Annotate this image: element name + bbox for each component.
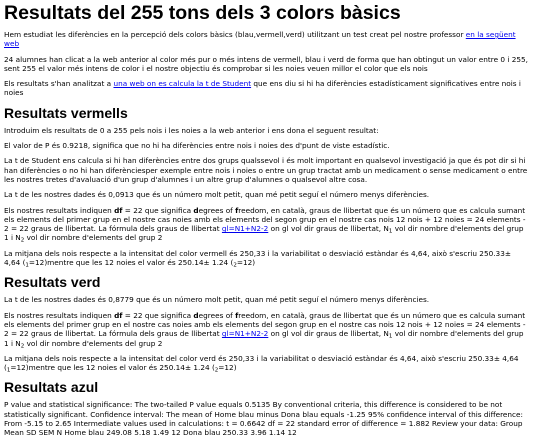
vermell-df-paragraph: Els nostres resultats indiquen df = 22 que significa degrees of freedom, en català, graus de llibertat que és un número que es calcula sumant els elements del primer grup en el nostre cas noies amb els elements del segon grup en el nostre cas nois 12 nois + 12 noies = 24 elements - 2 = 22 graus de llibertat. La fórmula dels graus de llibertat gl=N1+N2-2 on gl vol dir graus de llibertat, $N_1$ vol dir nombre d'elements del grup 1 i $N_2$ vol dir nombre d'elements del grup 2 [4,205,526,244]
page-title: Resultats del 255 tons dels 3 colors bàsics [4,2,401,24]
blau-paragraph-1: P value and statistical significance: The two-tailed P value equals 0.5135 By conventional criteria, this difference is considered to be not statistically significant. Confidence interval: The mean of Home blau minus Dona blau equals -1.25 95% confidence interval of this difference: From -5.15 to 2.65 Intermediate values used in calculations: t = 0.6642 df = 22 standard error of difference = 1.882 Review your data: Group Mean SD SEM N Home blau 249.08 5.18 1.49 12 Dona blau 250.33 3.96 1.14 12 [4,400,524,438]
section-heading-blau: Resultats azul [4,379,99,396]
intro-paragraph-3: Els resultats s'han analitzat a una web on es calcula la t de Student que ens diu si hi ha diferències estadísticament significatives entre nois i noies [4,79,521,98]
student-t-link[interactable]: una web on es calcula la t de Student [113,79,252,89]
verd-df-paragraph: Els nostres resultats indiquen df = 22 que significa degrees of freedom, en català, graus de llibertat que és un número que es calcula sumant els elements del primer grup en el nostre cas noies amb els elements del segon grup en el nostre cas nois 12 nois + 12 noies = 24 elements - 2 = 22 graus de llibertat. La fórmula dels graus de llibertat gl=N1+N2-2 on gl vol dir graus de llibertat, $N_1$ vol dir nombre d'elements del grup 1 i $N_2$ vol dir nombre d'elements del grup 2 [4,310,526,350]
vermell-paragraph-4: La t de les nostres dades és 0,0913 que és un número molt petit, quan mé petit seguí el número menys diferències. [4,190,430,200]
verd-gl-formula-link[interactable]: gl=N1+N2-2 [221,329,269,339]
verd-paragraph-1: La t de les nostres dades és 0,8779 que és un número molt petit, quan mé petit seguí el número menys diferències. [4,295,430,305]
section-heading-verd: Resultats verd [4,274,101,291]
vermell-mean-paragraph: La mitjana dels nois respecte a la intensitat del color vermell és 250,33 i la variabilitat o desviació estàndar és 4,64, això s'escriu 250.33± 4,64 $(_1=12)mentre$ que les 12 noies el valor és 250.14± 1.24 $(_2=12)$ [4,248,511,269]
intro-text: Hem estudiat les diferències en la percepció dels colors bàsics (blau,vermell,verd) utilitzant un test creat pel nostre professor [4,30,466,39]
verd-mean-paragraph: La mitjana dels nois respecte a la intensitat del color verd és 250,33 i la variabilitat o desviació estàndar és 4,64, això s'escriu 250.33± 4,64 $(_1=12)mentre$ que les 12 noies el valor és 250.14± 1.24 $(_2=12)$ [4,353,519,374]
vermell-paragraph-2: El valor de P és 0.9218, significa que no hi ha diferències entre nois i noies des d'punt de viste estadístic. [4,141,390,151]
intro-paragraph-1 [4,30,528,49]
vermell-paragraph-3: La t de Student ens calcula si hi han diferèncìes entre dos grups qualssevol i és molt important en qualsevol investigació ja que és pot dir si hi han diferències o no hi han diferènciesper exemple entre nois i noies o entre un grup tractat amb un medicament o sense medicament o entre les nostres tretes d'avaluació d'un grup d'alumnes i un altre grup d'alumnes o qualsevol altre cosa. [4,156,528,184]
vermell-paragraph-1: Introduim els resultats de 0 a 255 pels nois i les noies a la web anterior i ens dona el seguent resultat: [4,125,379,135]
section-heading-vermell: Resultats vermells [4,104,128,121]
intro-paragraph-2: 24 alumnes han clicat a la web anterior al color més pur o més intens de vermell, blau i verd de forma que han obtingut un valor entre 0 i 255, sent 255 el valor més intens de color i el nostre objectiu és comprobar si les noies veuen millor el color que els nois [4,54,528,73]
vermell-gl-formula-link[interactable]: gl=N1+N2-2 [221,224,269,234]
professor-web-link[interactable]: en la següent web [4,30,516,49]
